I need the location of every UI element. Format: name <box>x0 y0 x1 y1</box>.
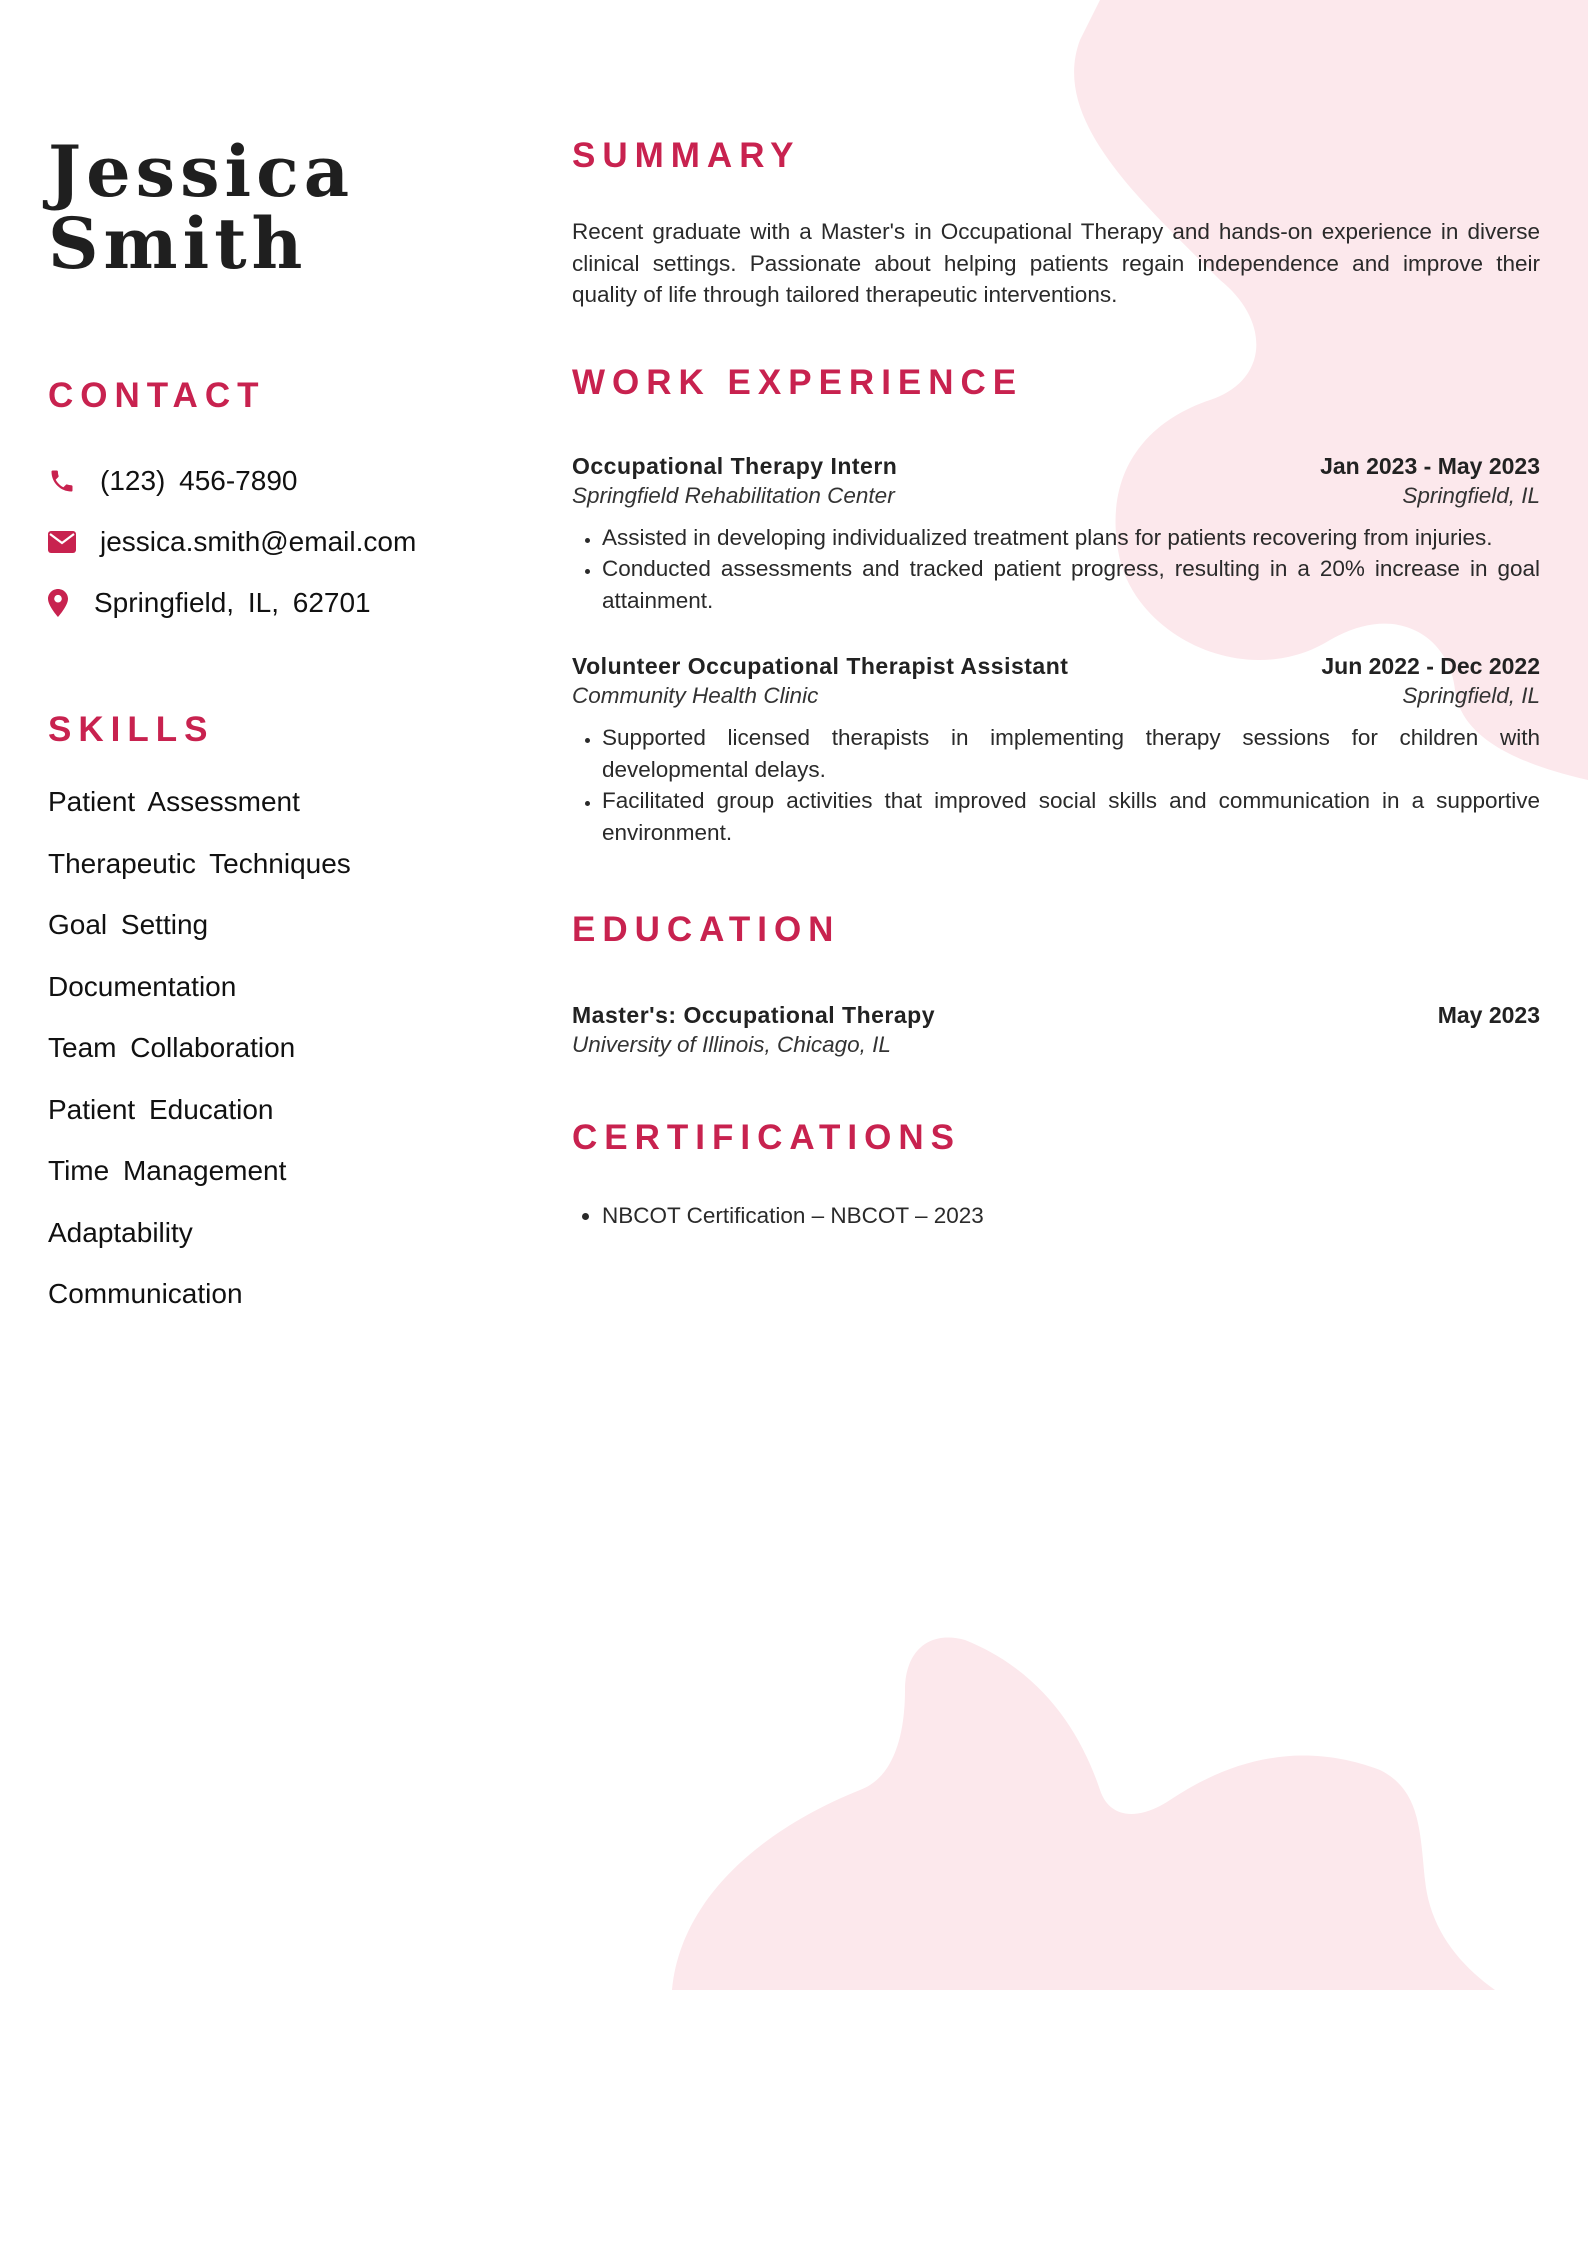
job-bullet: • Facilitated group activities that improved social skills and communication in a supportive environment. <box>602 785 1540 848</box>
education-entry <box>572 1000 1540 1060</box>
summary-text: Recent graduate with a Master's in Occupational Therapy and hands-on experience in diverse clinical settings. Passionate about helping patients regain independence and improve their quality of life through tailored therapeutic interventions. <box>572 219 1540 307</box>
skill-item: Patient Education <box>48 1093 274 1125</box>
job-entry <box>572 451 1540 617</box>
skill-item: Documentation <box>48 970 237 1002</box>
job-entry <box>572 651 1540 848</box>
contact-location <box>48 572 488 633</box>
certification-item: • NBCOT Certification – NBCOT – 2023 <box>602 1200 1540 1232</box>
certifications-section <box>572 1118 1540 1232</box>
email-text[interactable]: jessica.smith@email.com <box>100 525 417 557</box>
contact-list <box>48 450 488 633</box>
contact-email <box>48 511 488 572</box>
location-text: Springfield, IL, 62701 <box>94 586 371 618</box>
job-title: Volunteer Occupational Therapist Assistant <box>572 653 1069 679</box>
phone-icon <box>48 465 80 497</box>
candidate-name <box>48 130 488 285</box>
job-organization: Community Health Clinic <box>572 683 819 708</box>
graduation-date: May 2023 <box>1437 1002 1540 1028</box>
contact-heading: CONTACT <box>48 376 266 415</box>
job-bullet: • Assisted in developing individualized treatment plans for patients recovering from injuries. <box>602 522 1540 554</box>
certifications-heading: CERTIFICATIONS <box>572 1118 962 1157</box>
school: University of Illinois, Chicago, IL <box>572 1032 891 1057</box>
phone-text[interactable]: (123) 456-7890 <box>100 464 298 496</box>
map-pin-icon <box>48 587 72 619</box>
job-location: Springfield, IL <box>1402 683 1540 708</box>
job-bullets <box>572 722 1540 848</box>
skills-list <box>48 786 488 1340</box>
work-heading: WORK EXPERIENCE <box>572 362 1024 402</box>
skill-item: Goal Setting <box>48 909 209 940</box>
job-dates: Jun 2022 - Dec 2022 <box>1321 653 1540 679</box>
job-bullet: • Conducted assessments and tracked patient progress, resulting in a 20% increase in goal attainment. <box>602 553 1540 616</box>
education-section <box>572 910 1540 1060</box>
job-bullets <box>572 522 1540 617</box>
job-location: Springfield, IL <box>1402 482 1540 508</box>
job-organization: Springfield Rehabilitation Center <box>572 482 895 508</box>
skill-item: Adaptability <box>48 1216 193 1248</box>
job-dates: Jan 2023 - May 2023 <box>1320 452 1540 479</box>
degree: Master's: Occupational Therapy <box>572 1002 936 1028</box>
skill-item: Communication <box>48 1278 243 1309</box>
skill-item: Patient Assessment <box>48 786 300 817</box>
job-title: Occupational Therapy Intern <box>572 452 898 479</box>
main-content <box>572 136 1540 1232</box>
certifications-list <box>572 1200 1540 1232</box>
last-name: Smith <box>48 202 308 285</box>
work-section <box>572 363 1540 849</box>
bottom-blob <box>672 1637 1495 1990</box>
first-name: Jessica <box>48 130 355 213</box>
sidebar <box>48 130 488 1340</box>
summary-heading: SUMMARY <box>572 136 801 175</box>
education-heading: EDUCATION <box>572 910 841 949</box>
envelope-icon <box>48 526 80 558</box>
job-bullet: • Supported licensed therapists in implementing therapy sessions for children with developmental delays. <box>602 722 1540 785</box>
summary-section <box>572 136 1540 311</box>
contact-phone <box>48 450 488 511</box>
skills-heading: SKILLS <box>48 710 215 749</box>
skill-item: Team Collaboration <box>48 1032 296 1063</box>
skill-item: Time Management <box>48 1155 287 1186</box>
skill-item: Therapeutic Techniques <box>48 847 351 879</box>
